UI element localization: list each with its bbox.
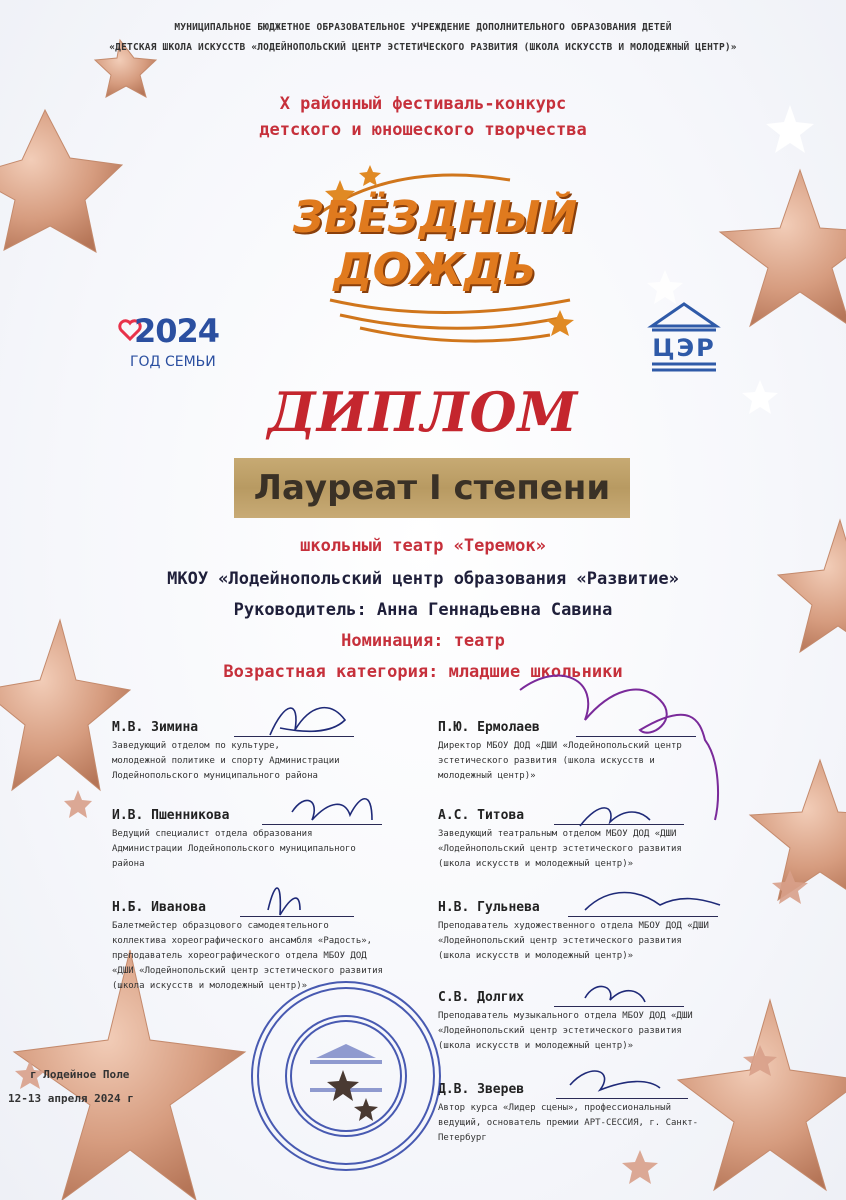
nomination-line: Номинация: театр [341,631,505,651]
signatory-right-1 [438,720,738,784]
signature-line [262,824,382,825]
signature-line [234,736,354,737]
city: г Лодейное Поле [30,1068,130,1081]
age-category-line: Возрастная категория: младшие школьники [223,662,623,682]
signature-line [240,916,354,917]
signatory-name: М.В. Зимина [112,720,199,735]
festival-line2: детского и юношеского творчества [259,120,587,140]
logo-word-2: ДОЖДЬ [333,244,537,295]
date: 12-13 апреля 2024 г [8,1092,134,1105]
signatory-name: П.Ю. Ермолаев [438,720,540,735]
org-logo-letters: ЦЭР [652,334,716,362]
logo-word-1: ЗВЁЗДНЫЙ [292,192,578,243]
signatory-desc: Преподаватель музыкального отдела МБОУ ДОД «ДШИ «Лодейнопольский центр эстетического развития (школа искусств и молодежный центр)» [438,1011,693,1051]
badge-year: 2024 [134,312,220,350]
festival-logo [270,150,600,360]
signature-line [576,736,696,737]
signature-line [568,916,718,917]
school-header-line2: «ДЕТСКАЯ ШКОЛА ИСКУССТВ «ЛОДЕЙНОПОЛЬСКИЙ ЦЕНТР ЭСТЕТИЧЕСКОГО РАЗВИТИЯ (ШКОЛА ИСКУССТВ И МОЛОДЕЖНЫЙ ЦЕНТР)» [109,42,737,53]
signatory-name: С.В. Долгих [438,990,525,1005]
signatory-desc: Директор МБОУ ДОД «ДШИ «Лодейнопольский центр эстетического развития (школа искусств и молодежный центр)» [438,741,682,781]
signatory-right-3 [438,900,748,964]
signatory-desc: Ведущий специалист отдела образования Администрации Лодейнопольского муниципального района [112,829,356,869]
signatory-name: Н.В. Гульнева [438,900,540,915]
signatory-name: А.С. Титова [438,808,525,823]
signatory-right-4 [438,990,738,1054]
signatory-desc: Преподаватель художественного отдела МБОУ ДОД «ДШИ «Лодейнопольский центр эстетического развития (школа искусств и молодежный центр)» [438,921,709,961]
badge-caption: ГОД СЕМЬИ [130,354,216,370]
diploma-title: ДИПЛОМ [267,380,579,444]
school-header-line1: МУНИЦИПАЛЬНОЕ БЮДЖЕТНОЕ ОБРАЗОВАТЕЛЬНОЕ УЧРЕЖДЕНИЕ ДОПОЛНИТЕЛЬНОГО ОБРАЗОВАНИЯ ДЕТЕЙ [174,22,672,33]
laureate-degree-band: Лауреат I степени [234,458,630,518]
official-seal [248,978,444,1174]
star-decor [622,1150,658,1184]
signature-line [554,824,684,825]
signatory-right-2 [438,808,738,872]
seal-graphic [248,978,444,1174]
team-name: школьный театр «Теремок» [300,536,546,556]
star-decor [64,790,92,818]
signatory-desc: Балетмейстер образцового самодеятельного коллектива хореографического ансамбля «Радость», преподаватель хореографического отдела МБОУ ДОД «ДШИ «Лодейнопольский центр эстетического развития (школа искусств и молодежный центр)» [112,921,383,991]
signatory-name: Д.В. Зверев [438,1082,525,1097]
signatory-left-1 [112,720,432,784]
star-decor [750,760,846,900]
institution-name: МКОУ «Лодейнопольский центр образования «Развитие» [167,569,679,589]
year-of-family-badge [118,312,218,382]
star-decor [720,170,846,326]
signature-line [554,1006,684,1007]
signatory-name: И.В. Пшенникова [112,808,230,823]
signatory-name: Н.Б. Иванова [112,900,206,915]
signature-line [556,1098,688,1099]
signatory-desc: Заведующий отделом по культуре, молодежной политике и спорту Администрации Лодейнопольского муниципального района [112,741,340,781]
signatory-desc: Заведующий театральным отделом МБОУ ДОД «ДШИ «Лодейнопольский центр эстетического развития (школа искусств и молодежный центр)» [438,829,682,869]
leader-line: Руководитель: Анна Геннадьевна Савина [233,600,613,620]
org-building-logo [644,296,724,376]
signatory-right-5 [438,1082,738,1146]
festival-line1: X районный фестиваль-конкурс [279,94,567,114]
signatory-desc: Автор курса «Лидер сцены», профессиональный ведущий, основатель премии АРТ-СЕССИЯ, г. Санкт- Петербург [438,1103,699,1143]
signatory-left-2 [112,808,432,872]
